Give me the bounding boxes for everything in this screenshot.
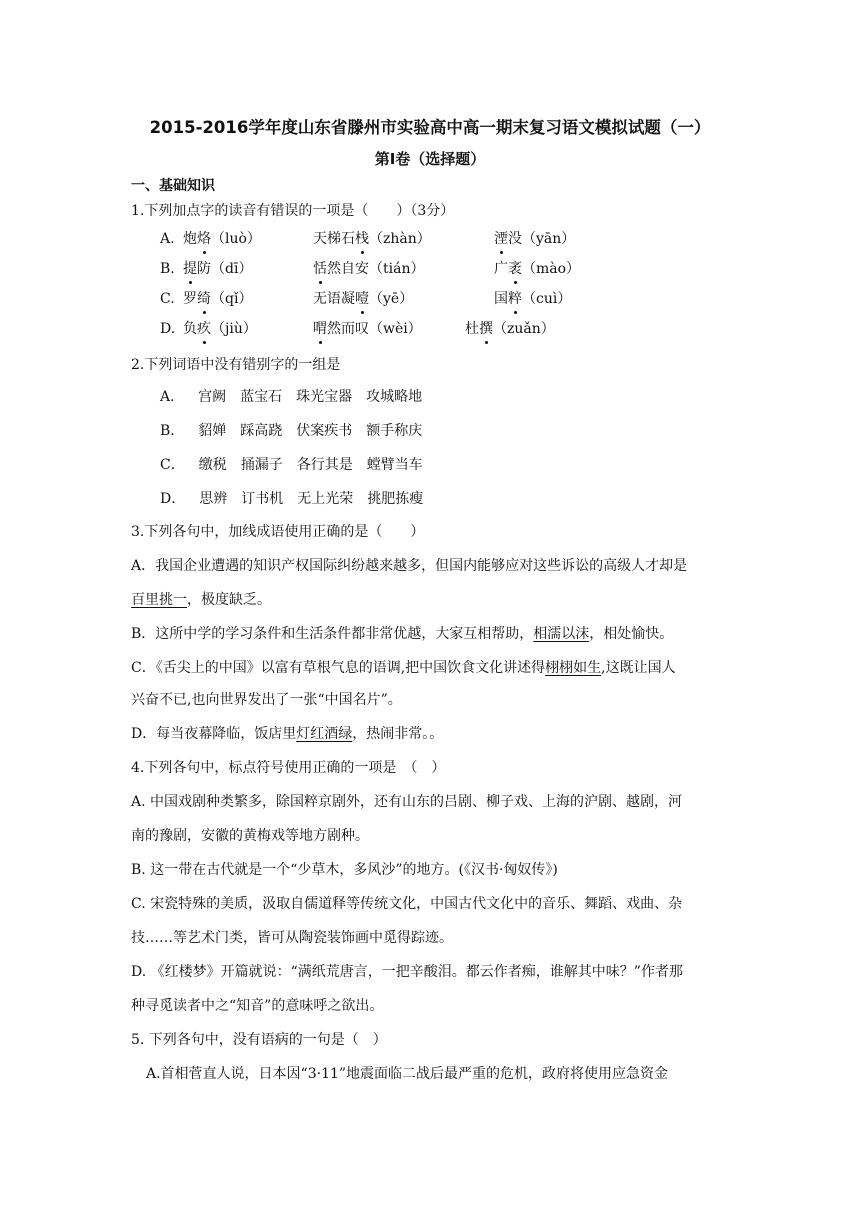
document-title: 2015-2016学年度山东省滕州市实验高中高一期末复习语文模拟试题（一） [149, 118, 711, 137]
document-page: 2015-2016学年度山东省滕州市实验高中高一期末复习语文模拟试题（一） 第I卷（选择题） 一、基础知识 1.下列加点字的读音有错误的一项是（ ）（3分） A. 炮烙（luò） 天梯石栈（zhàn） 湮没（yān） B. 提防（dī） 恬然自安（tián） 广袤（mào） C. 罗绮（qǐ） 无语凝噎（yē） 国粹（cuì） D. 负疚（jiù） 喟然而叹（wèi） 杜撰（zuǎn） 2.下列词语中没有错别字的一组是 A． 宫阙 蓝宝石 珠光宝器 攻城略地 B． 貂婵 踩高跷 伏案疾书 额手称庆 C． 缴税 捅漏子 各行其是 螳臂当车 D． 思辨 订书机 无上光荣 挑肥拣瘦 3.下列各句中，加线成语使用正确的是（ ） A．我国企业遭遇的知识产权国际纠纷越来越多，但国内能够应对这些诉讼的高级人才却是 百里挑一，极度缺乏。 B．这所中学的学习条件和生活条件都非常优越，大家互相帮助，相濡以沫，相处愉快。 C．《舌尖上的中国》以富有草根气息的语调,把中国饮食文化讲述得栩栩如生,这既让国人 兴奋不已,也向世界发出了一张“中国名片”。 D．每当夜幕降临，饭店里灯红酒绿，热闹非常。。 4.下列各句中，标点符号使用正确的一项是 （ ） A. 中国戏剧种类繁多，除国粹京剧外，还有山东的吕剧、柳子戏、上海的沪剧、越剧，河 南的豫剧，安徽的黄梅戏等地方剧种。 B. 这一带在古代就是一个“少草木，多风沙”的地方。(《汉书·匈奴传》) C. 宋瓷特殊的美质，汲取自儒道释等传统文化，中国古代文化中的音乐、舞蹈、戏曲、杂 技……等艺术门类，皆可从陶瓷装饰画中觅得踪迹。 D. 《红楼梦》开篇就说：“满纸荒唐言，一把辛酸泪。都云作者痴，谁解其中味？”作者那 种寻觅读者中之“知音”的意味呼之欲出。 5. 下列各句中，没有语病的一句是（ ） A.首相菅直人说，日本因“3·11”地震面临二战后最严重的危机，政府将使用应急资金 [0, 0, 860, 1216]
q1-stem: 1.下列加点字的读音有错误的一项是（ ）（3分） [131, 203, 455, 219]
q3-option-d: D．每当夜幕降临，饭店里灯红酒绿，热闹非常。。 [131, 726, 444, 742]
underlined-idiom: 百里挑一 [131, 592, 187, 608]
q3-option-c-line2: 兴奋不已,也向世界发出了一张“中国名片”。 [131, 692, 402, 708]
q2-option-b: B． 貂婵 踩高跷 伏案疾书 额手称庆 [160, 423, 423, 439]
q2-option-a: A． 宫阙 蓝宝石 珠光宝器 攻城略地 [160, 389, 423, 405]
q4-option-a-line1: A. 中国戏剧种类繁多，除国粹京剧外，还有山东的吕剧、柳子戏、上海的沪剧、越剧，河 [131, 794, 683, 810]
q4-option-c-line2: 技……等艺术门类，皆可从陶瓷装饰画中觅得踪迹。 [131, 930, 453, 946]
q5-stem: 5. 下列各句中，没有语病的一句是（ ） [131, 1032, 387, 1048]
underlined-idiom: 栩栩如生 [545, 660, 602, 676]
section-heading: 一、基础知识 [131, 178, 215, 194]
q3-option-b: B．这所中学的学习条件和生活条件都非常优越，大家互相帮助，相濡以沫，相处愉快。 [131, 626, 674, 642]
underlined-idiom: 相濡以沫 [533, 626, 590, 642]
q4-option-b: B. 这一带在古代就是一个“少草木，多风沙”的地方。(《汉书·匈奴传》) [131, 862, 558, 878]
q3-stem: 3.下列各句中，加线成语使用正确的是（ ） [131, 524, 425, 540]
q3-option-a-line2: 百里挑一，极度缺乏。 [131, 592, 271, 608]
q3-option-a-line1: A．我国企业遭遇的知识产权国际纠纷越来越多，但国内能够应对这些诉讼的高级人才却是 [131, 558, 688, 574]
q2-option-c: C． 缴税 捅漏子 各行其是 螳臂当车 [160, 457, 423, 473]
q3-option-c-line1: C．《舌尖上的中国》以富有草根气息的语调,把中国饮食文化讲述得栩栩如生,这既让国人 [131, 660, 676, 676]
q4-option-d-line1: D. 《红楼梦》开篇就说：“满纸荒唐言，一把辛酸泪。都云作者痴，谁解其中味？”作者那 [131, 964, 683, 980]
q2-option-d: D． 思辨 订书机 无上光荣 挑肥拣瘦 [160, 491, 424, 507]
q4-option-a-line2: 南的豫剧，安徽的黄梅戏等地方剧种。 [131, 828, 369, 844]
volume-title: 第I卷（选择题） [374, 150, 486, 168]
q5-option-a-line1: A.首相菅直人说，日本因“3·11”地震面临二战后最严重的危机，政府将使用应急资金 [146, 1066, 669, 1082]
q4-option-c-line1: C. 宋瓷特殊的美质，汲取自儒道释等传统文化，中国古代文化中的音乐、舞蹈、戏曲、杂 [131, 896, 683, 912]
underlined-idiom: 灯红酒绿 [296, 726, 353, 742]
q4-option-d-line2: 种寻觅读者中之“知音”的意味呼之欲出。 [131, 998, 384, 1014]
q4-stem: 4.下列各句中，标点符号使用正确的一项是 （ ） [131, 760, 446, 776]
q2-stem: 2.下列词语中没有错别字的一组是 [131, 357, 341, 373]
